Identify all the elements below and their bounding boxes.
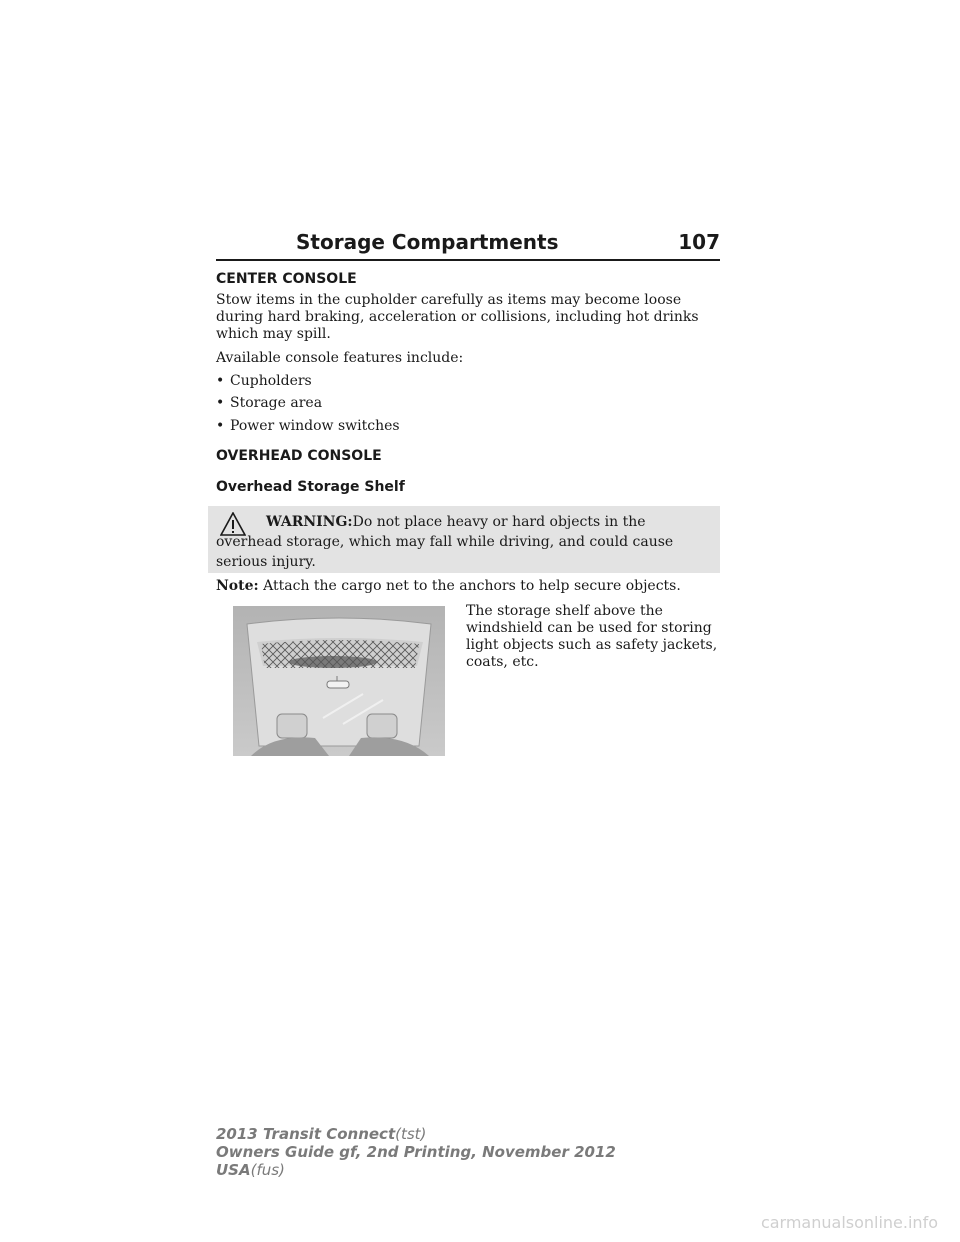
watermark: carmanualsonline.info [760, 1213, 938, 1232]
footer-region: USA [216, 1161, 251, 1179]
list-item: • Storage area [216, 395, 323, 411]
page-header [216, 229, 720, 261]
footer-line-2 [216, 1143, 616, 1161]
list-item: • Power window switches [216, 418, 400, 434]
subheading-overhead-storage-shelf: Overhead Storage Shelf [216, 479, 405, 495]
page-title: Storage Compartments [296, 230, 559, 254]
warning-text [216, 512, 712, 572]
center-console-paragraph: Stow items in the cupholder carefully as items may become loose during hard braking, acceleration or collisions, including hot drinks which may spill. [216, 292, 699, 342]
section-heading-overhead-console: OVERHEAD CONSOLE [216, 448, 382, 464]
figure-caption: The storage shelf above the windshield can be used for storing light objects such as safety jackets, coats, etc. [466, 603, 718, 670]
page-number: 107 [678, 230, 720, 254]
note-text: Attach the cargo net to the anchors to help secure objects. [263, 578, 681, 594]
footer-region-code: (fus) [250, 1161, 285, 1179]
section-heading-center-console: CENTER CONSOLE [216, 271, 357, 287]
warning-label: WARNING: [266, 514, 353, 530]
page-footer [216, 1125, 616, 1179]
footer-line-1 [216, 1125, 616, 1143]
bullet-text: Storage area [230, 395, 323, 411]
note-paragraph [216, 578, 720, 595]
bullet-text: Cupholders [230, 373, 312, 389]
overhead-shelf-illustration [233, 606, 445, 756]
footer-model: 2013 Transit Connect [216, 1125, 396, 1143]
warning-body: Do not place heavy or hard objects in the overhead storage, which may fall while driving, and could cause serious injury. [216, 514, 674, 570]
features-intro: Available console features include: [216, 350, 464, 366]
note-label: Note: [216, 578, 259, 594]
warning-box [208, 506, 720, 573]
bullet-text: Power window switches [230, 418, 400, 434]
footer-line-3 [216, 1161, 616, 1179]
footer-printing: Owners Guide gf, 2nd Printing, November 2012 [216, 1143, 616, 1161]
list-item: • Cupholders [216, 373, 312, 389]
footer-model-code: (tst) [395, 1125, 427, 1143]
